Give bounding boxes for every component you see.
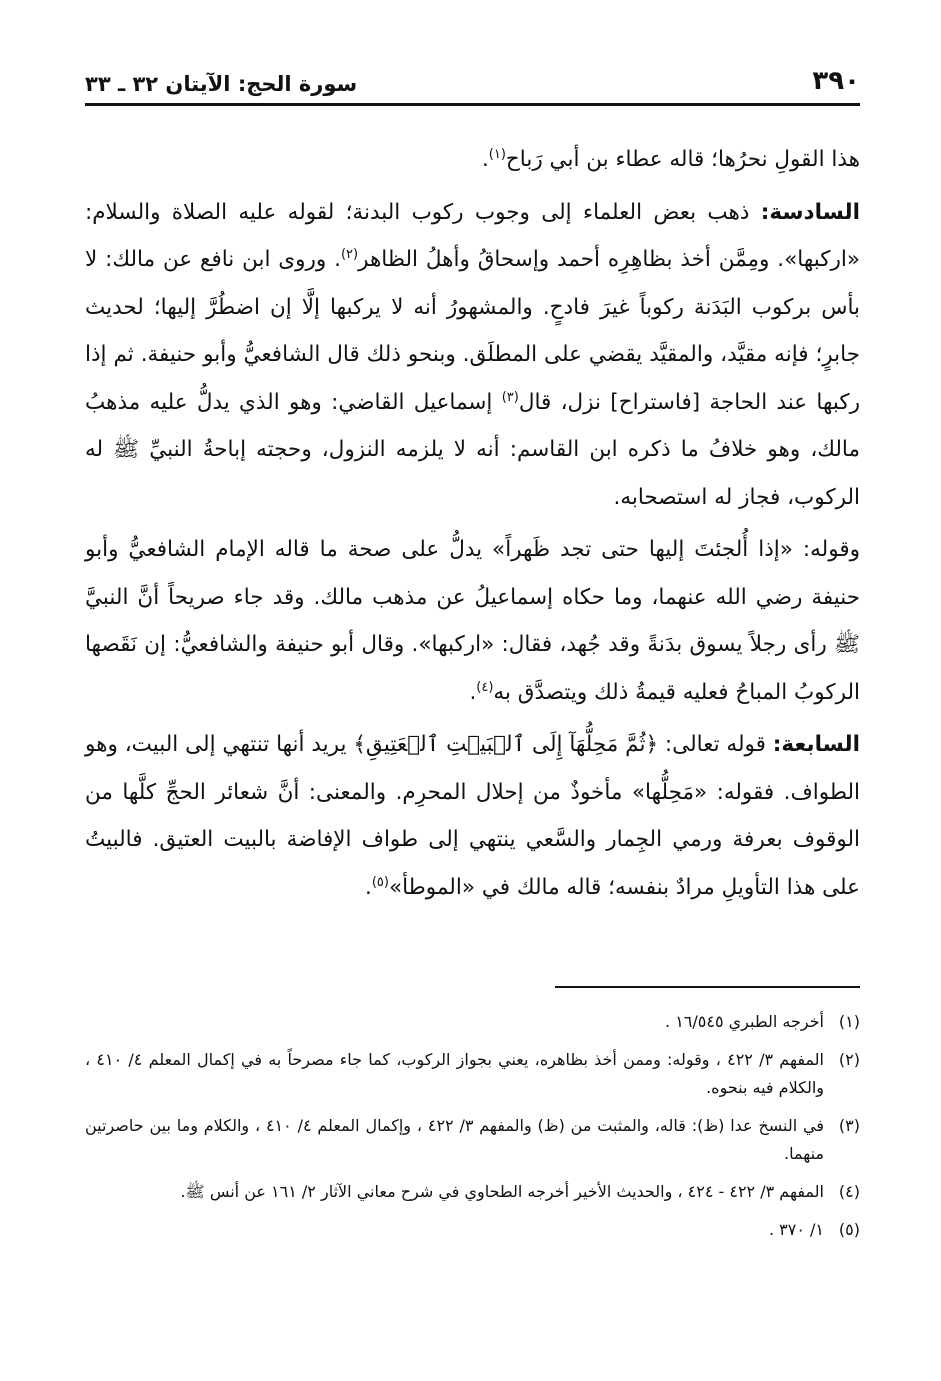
page-header	[85, 60, 860, 96]
footnote-number: (٣)	[838, 1116, 860, 1135]
footnote-item	[85, 1008, 860, 1036]
paragraph-intro: هذا القولِ نحرُها؛ قاله عطاء بن أبي رَباح$^{(١)}$.	[481, 146, 860, 172]
paragraph-seventh: السابعة: قوله تعالى: ﴿ثُمَّ مَحِلُّهَآ إِلَى ٱلۡبَيۡتِ ٱلۡعَتِيقِ﴾ يريد أنها تنتهي إلى البيت، وهو الطواف. فقوله: «مَحِلُّها» مأخوذٌ من إحلال المحرِم. والمعنى: أنَّ شعائر الحجِّ كلَّها من الوقوف بعرفة ورمي الجِمار والسَّعي ينتهي إلى طواف الإفاضة بالبيت العتيق. فالبيتُ على هذا التأويلِ مرادٌ بنفسه؛ قاله مالك في «الموطأ»$^{(٥)}$.	[85, 732, 860, 900]
footnote-number: (٢)	[838, 1050, 860, 1069]
footnote-rule	[555, 986, 860, 988]
section-label: السابعة:	[772, 732, 860, 757]
footnote-number: (٤)	[838, 1182, 860, 1201]
footnote-item	[85, 1178, 860, 1206]
footnote-number: (٥)	[838, 1220, 860, 1239]
footnote-item	[85, 1046, 860, 1102]
section-label: السادسة:	[760, 199, 860, 225]
footnote-item	[85, 1216, 860, 1244]
footnote-text: المفهم ٣/ ٤٢٢ - ٤٢٤ ، والحديث الأخير أخرجه الطحاوي في شرح معاني الآثار ٢/ ١٦١ عن أنس ﷺ.	[180, 1182, 824, 1201]
footnote-text: في النسخ عدا (ظ): قاله، والمثبت من (ظ) والمفهم ٣/ ٤٢٢ ، وإكمال المعلم ٤/ ٤١٠ ، والكلام وما بين حاصرتين منهما.	[85, 1116, 825, 1163]
footnote-item	[85, 1112, 860, 1168]
footnote-ref: (٥)	[371, 874, 389, 890]
paragraph-sixth: السادسة: ذهب بعض العلماء إلى وجوب ركوب البدنة؛ لقوله عليه الصلاة والسلام: «اركبها». ومِمَّن أخذ بظاهِرِه أحمد وإسحاقُ وأهلُ الظاهر$^{(٢)}$. وروى ابن نافع عن مالك: لا بأس بركوب البَدَنة ركوباً غيرَ فادحٍ. والمشهورُ أنه لا يركبها إلَّا إن اضطُرَّ إليها؛ لحديث جابرٍ؛ فإنه مقيَّد، والمقيَّد يقضي على المطلَق. وبنحو ذلك قال الشافعيُّ وأبو حنيفة. ثم إذا ركبها عند الحاجة [فاستراح] نزل، قال$^{(٣)}$ إسماعيل القاضي: وهو الذي يدلُّ عليه مذهبُ مالك، وهو خلافُ ما ذكره ابن القاسم: أنه لا يلزمه النزول، وحجته إباحةُ النبيِّ ﷺ له الركوب، فجاز له استصحابه.	[85, 199, 860, 510]
footnote-ref: (١)	[488, 146, 506, 162]
paragraph-hadith: وقوله: «إذا أُلجئتَ إليها حتى تجد ظَهراً» يدلُّ على صحة ما قاله الإمام الشافعيُّ وأبو حنيفة رضي الله عنهما، وما حكاه إسماعيلُ عن مذهب مالك. وقد جاء صريحاً أنَّ النبيَّ ﷺ رأى رجلاً يسوق بدَنةً وقد جُهد، فقال: «اركبها». وقال أبو حنيفة والشافعيُّ: إن نَقَصها الركوبُ المباحُ فعليه قيمةُ ذلك ويتصدَّق به$^{(٤)}$.	[85, 537, 860, 705]
footnote-ref: (٢)	[340, 246, 359, 262]
footnote-text: ١/ ٣٧٠ .	[768, 1220, 824, 1239]
footnote-ref: (٣)	[501, 389, 519, 405]
footnote-ref: (٤)	[476, 679, 494, 695]
footnote-text: المفهم ٣/ ٤٢٢ ، وقوله: وممن أخذ بظاهره، يعني بجواز الركوب، كما جاء مصرحاً به في إكمال المعلم ٤/ ٤١٠ ، والكلام فيه بنحوه.	[85, 1050, 824, 1097]
main-text	[85, 136, 860, 916]
page-number: ٣٩٠	[812, 66, 860, 96]
footnotes	[85, 1008, 860, 1254]
footnote-text: أخرجه الطبري ١٦/٥٤٥ .	[665, 1012, 824, 1031]
header-rule	[85, 103, 860, 106]
footnote-number: (١)	[838, 1012, 860, 1031]
running-title: سورة الحج: الآيتان ٣٢ ـ ٣٣	[85, 72, 358, 96]
